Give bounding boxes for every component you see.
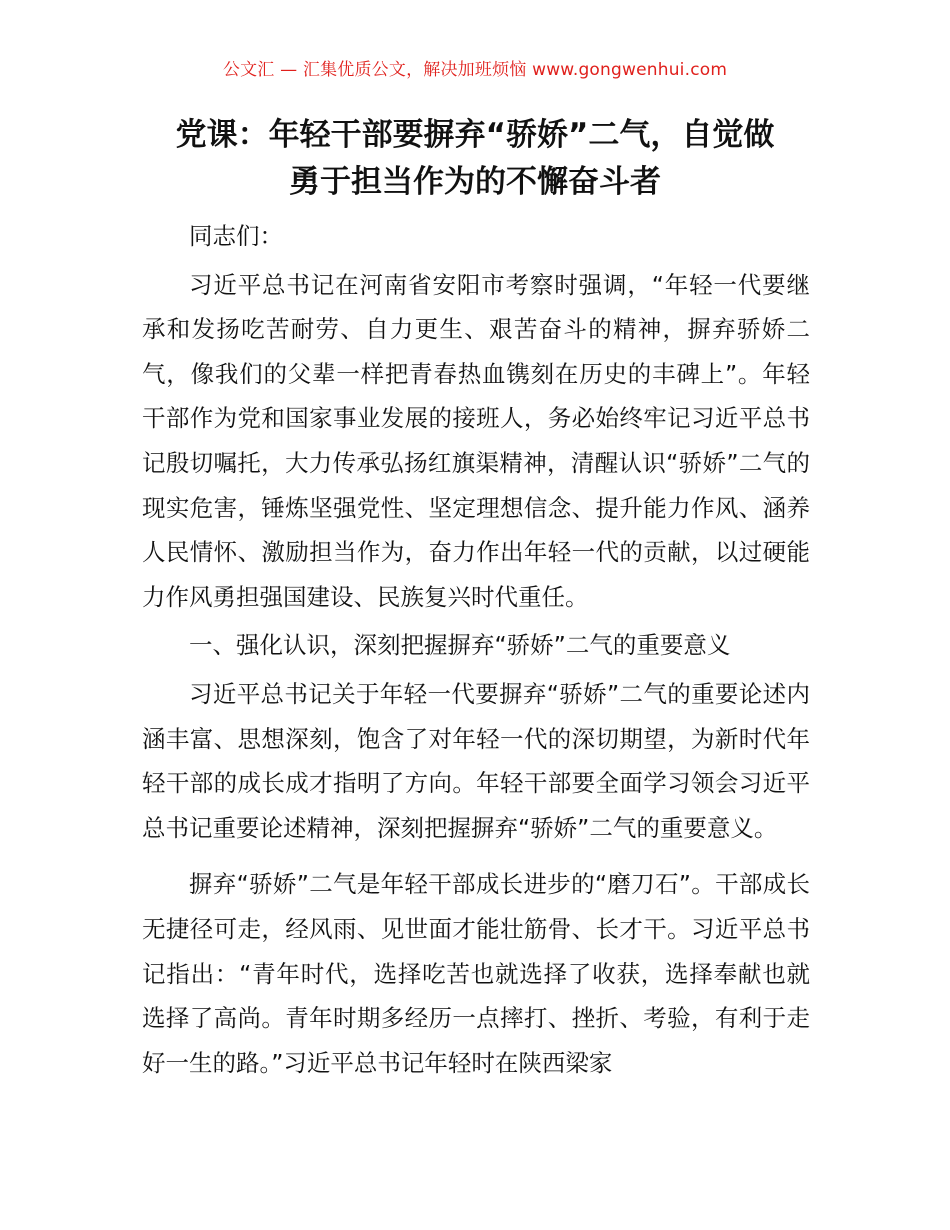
paragraph-whetstone: 摒弃“骄娇”二气是年轻干部成长进步的“磨刀石”。干部成长无捷径可走，经风雨、见世面才能壮筋骨、长才干。习近平总书记指出：“青年时代，选择吃苦也就选择了收获，选择奉献也就选择了高尚。青年时期多经历一点摔打、挫折、考验，有利于走好一生的路。”习近平总书记年轻时在陕西梁家 <box>142 870 810 1077</box>
document-title <box>130 112 820 206</box>
document-body <box>142 214 810 1089</box>
title-line-1: 党课：年轻干部要摒弃“骄娇”二气，自觉做 <box>175 117 775 153</box>
header-banner: 公文汇 — 汇集优质公文，解决加班烦恼 www.gongwenhui.com <box>222 60 728 80</box>
title-line-2: 勇于担当作为的不懈奋斗者 <box>289 164 661 200</box>
paragraph-intro: 习近平总书记在河南省安阳市考察时强调，“年轻一代要继承和发扬吃苦耐劳、自力更生、艰苦奋斗的精神，摒弃骄娇二气，像我们的父辈一样把青春热血镌刻在历史的丰碑上”。年轻干部作为党和国家事业发展的接班人，务必始终牢记习近平总书记殷切嘱托，大力传承弘扬红旗渠精神，清醒认识“骄娇”二气的现实危害，锤炼坚强党性、坚定理想信念、提升能力作风、涵养人民情怀、激励担当作为，奋力作出年轻一代的贡献，以过硬能力作风勇担强国建设、民族复兴时代重任。 <box>142 270 810 611</box>
paragraph-significance: 习近平总书记关于年轻一代要摒弃“骄娇”二气的重要论述内涵丰富、思想深刻，饱含了对年轻一代的深切期望，为新时代年轻干部的成长成才指明了方向。年轻干部要全面学习领会习近平总书记重要论述精神，深刻把握摒弃“骄娇”二气的重要意义。 <box>142 679 810 842</box>
greeting: 同志们： <box>189 222 283 250</box>
section-heading-1: 一、强化认识，深刻把握摒弃“骄娇”二气的重要意义 <box>189 631 731 660</box>
